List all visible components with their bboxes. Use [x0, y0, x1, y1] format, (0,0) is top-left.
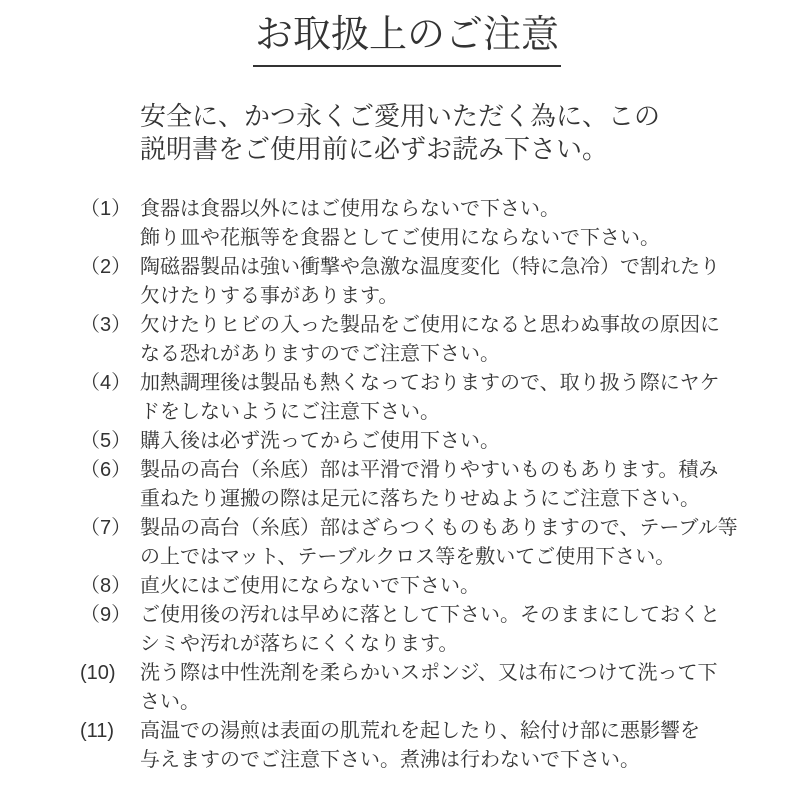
list-item-text: 加熱調理後は製品も熱くなっておりますので、取り扱う際にヤケ ドをしないようにご注意下さい。: [140, 371, 720, 423]
list-item-text: 直火にはご使用にならないで下さい。: [140, 574, 480, 597]
list-item: [80, 311, 744, 369]
list-item-text: 高温での湯煎は表面の肌荒れを起したり、絵付け部に悪影響を 与えますのでご注意下さい。煮沸は行わないで下さい。: [140, 719, 700, 771]
list-item: [80, 195, 744, 253]
list-item: [80, 572, 744, 601]
list-item-number: （4）: [80, 371, 132, 394]
page-title: お取扱上のご注意: [253, 14, 561, 67]
intro-text: 安全に、かつ永くご愛用いただく為に、この 説明書をご使用前に必ずお読み下さい。: [140, 100, 661, 164]
list-item-text: 洗う際は中性洗剤を柔らかいスポンジ、又は布につけて洗って下 さい。: [140, 661, 718, 713]
list-item-number: （8）: [80, 574, 132, 597]
list-item: [80, 659, 744, 717]
list-item-text: 製品の高台（糸底）部は平滑で滑りやすいものもあります。積み 重ねたり運搬の際は足元に落ちたりせぬようにご注意下さい。: [140, 458, 719, 510]
title-area: [0, 0, 800, 67]
list-item: [80, 717, 744, 775]
list-item-text: ご使用後の汚れは早めに落として下さい。そのままにしておくと シミや汚れが落ちにくくなります。: [140, 603, 720, 655]
list-item: [80, 369, 744, 427]
list-item: [80, 253, 744, 311]
list-item-number: (11): [80, 719, 115, 742]
list-item-number: （1）: [80, 197, 132, 220]
list-item-number: （7）: [80, 516, 132, 539]
list-item-number: （3）: [80, 313, 132, 336]
list-item-number: （2）: [80, 255, 132, 278]
list-item: [80, 427, 744, 456]
list-item-text: 食器は食器以外にはご使用ならないで下さい。 飾り皿や花瓶等を食器としてご使用にならないで下さい。: [140, 197, 660, 249]
list-item-number: （9）: [80, 603, 132, 626]
list-item-number: (10): [80, 661, 116, 684]
list-item-text: 購入後は必ず洗ってからご使用下さい。: [140, 429, 500, 452]
list-item-text: 欠けたりヒビの入った製品をご使用になると思わぬ事故の原因に なる恐れがありますのでご注意下さい。: [140, 313, 720, 365]
list-item: [80, 601, 744, 659]
precautions-list: [80, 195, 744, 775]
list-item-text: 製品の高台（糸底）部はざらつくものもありますので、テーブル等 の上ではマット、テーブルクロス等を敷いてご使用下さい。: [140, 516, 738, 568]
list-item: [80, 456, 744, 514]
list-item-text: 陶磁器製品は強い衝撃や急激な温度変化（特に急冷）で割れたり 欠けたりする事があります。: [140, 255, 720, 307]
list-item: [80, 514, 744, 572]
list-item-number: （5）: [80, 429, 132, 452]
list-item-number: （6）: [80, 458, 132, 481]
